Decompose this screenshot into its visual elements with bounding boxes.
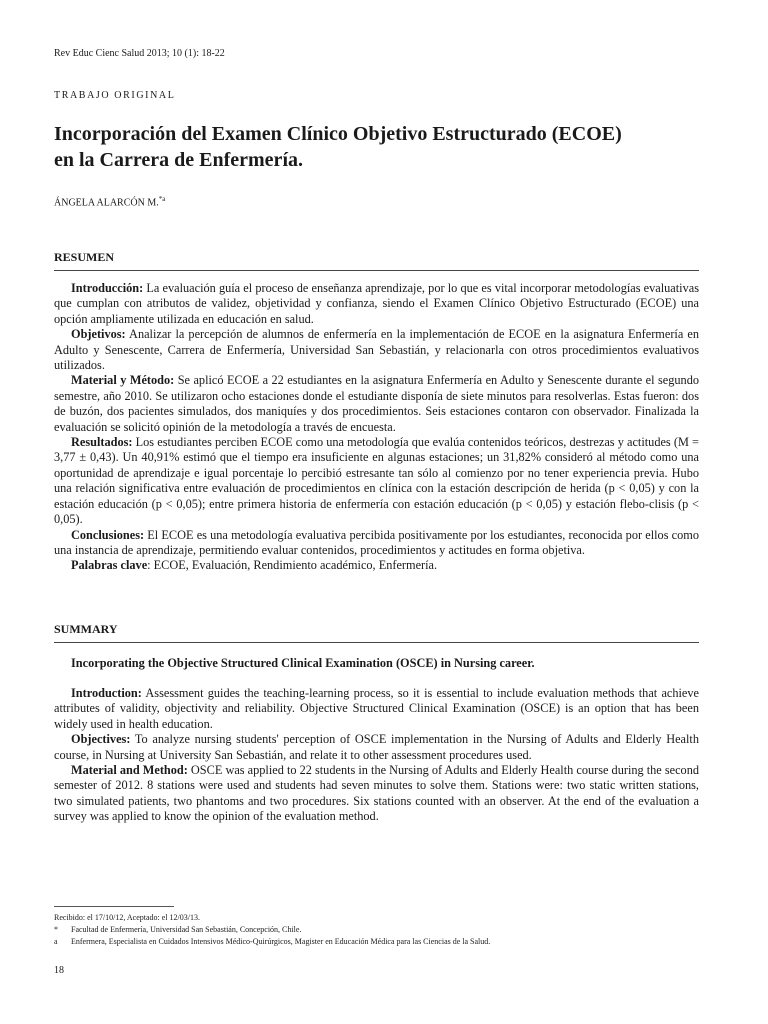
resumen-paragraph	[54, 435, 699, 527]
paragraph-text: Se aplicó ECOE a 22 estudiantes en la asignatura Enfermería en Adulto y Senescente durante el segundo semestre, año 2010. Se utilizaron ocho estaciones donde el estudiante disponía de siete minutos para resolverlas. Estas fueron: dos de buzón, dos pacientes simulados, dos maniquíes y dos procedimientos. Seis estaciones contaron con observador. Finalizada la evaluación se solicitó opinión de la metodología a través de encuesta.	[54, 373, 699, 434]
article-page	[54, 0, 699, 1024]
paragraph-label: Palabras clave	[71, 558, 148, 573]
title-line-2: en la Carrera de Enfermería.	[54, 149, 303, 171]
footnote-affiliation	[54, 924, 699, 936]
paragraph-text: : ECOE, Evaluación, Rendimiento académico, Enfermería.	[147, 558, 438, 573]
paragraph-label: Resultados:	[71, 435, 133, 450]
paragraph-text: Los estudiantes perciben ECOE como una metodología que evalúa contenidos teóricos, destrezas y actitudes (M = 3,77 ± 0,43). Un 40,91% estimó que el tiempo era insuficiente en algunas estaciones; un 31,82% consideró al método como una oportunidad de aprendizaje e igual porcentaje lo percibió estresante tan sólo al comienzo por no tener experiencia previa. Hubo una relación significativa entre evaluación de procedimientos en clínica con la estación descripción de herida (p < 0,05) y con la estación educación (p < 0,05); entre primera historia de enfermería con estación educación (p < 0,05) y estación flebo-clisis (p < 0,05).	[54, 435, 699, 527]
summary-paragraph	[54, 763, 699, 825]
resumen-paragraph	[54, 373, 699, 435]
article-category: TRABAJO ORIGINAL	[54, 90, 176, 101]
summary-body	[54, 686, 699, 825]
resumen-paragraph	[54, 528, 699, 559]
english-title: Incorporating the Objective Structured Clinical Examination (OSCE) in Nursing career.	[71, 656, 535, 670]
footnote-text: Facultad de Enfermería, Universidad San Sebastián, Concepción, Chile.	[71, 925, 302, 934]
title-line-1: Incorporación del Examen Clínico Objetivo Estructurado (ECOE)	[54, 123, 622, 145]
footnote-text: Recibido: el 17/10/12, Aceptado: el 12/03/13.	[54, 913, 200, 922]
summary-paragraph	[54, 732, 699, 763]
summary-paragraph	[54, 686, 699, 732]
paragraph-label: Material y Método:	[71, 373, 175, 388]
paragraph-label: Objectives:	[71, 732, 131, 747]
author-name: ÁNGELA ALARCÓN M.	[54, 197, 159, 209]
footnote-mark: *	[54, 925, 58, 934]
author-line	[54, 195, 165, 208]
footnote-mark: a	[54, 937, 58, 946]
paragraph-label: Objetivos:	[71, 327, 126, 342]
paragraph-label: Material and Method:	[71, 763, 188, 778]
resumen-paragraph	[54, 281, 699, 327]
summary-heading: SUMMARY	[54, 622, 699, 643]
footnote-credentials	[54, 936, 699, 948]
paragraph-text: Assessment guides the teaching-learning process, so it is essential to include evaluation methods that achieve attributes of validity, objectivity and reliability. Objective Structured Clinical Examination (OSCE) is an option that has been widely used in health education.	[54, 686, 699, 731]
author-affiliation-marks: *a	[158, 195, 166, 203]
footnote-text: Enfermera, Especialista en Cuidados Intensivos Médico-Quirúrgicos, Magister en Educación Médica para las Ciencias de la Salud.	[71, 937, 491, 946]
paragraph-text: To analyze nursing students' perception of OSCE implementation in the Nursing of Adults and Elderly Health course, in Nursing at University San Sebastián, and relate it to other assessment procedures used.	[54, 732, 699, 762]
paragraph-label: Introducción:	[71, 281, 144, 295]
paragraph-label: Conclusiones:	[71, 527, 145, 542]
paragraph-text: Analizar la percepción de alumnos de enfermería en la implementación de ECOE en la asignatura Enfermería en Adulto y Senescente, Carrera de Enfermería, Universidad San Sebastián, y relacionarla con otros procedimientos evaluativos utilizados.	[54, 327, 699, 373]
paragraph-label: Introduction:	[71, 686, 142, 700]
article-title	[54, 121, 699, 173]
page-number: 18	[54, 965, 64, 976]
resumen-heading: RESUMEN	[54, 250, 699, 271]
resumen-body	[54, 281, 699, 574]
resumen-keywords	[54, 558, 699, 573]
footnote-received	[54, 912, 699, 924]
footnote-divider	[54, 906, 174, 907]
journal-citation: Rev Educ Cienc Salud 2013; 10 (1): 18-22	[54, 48, 225, 59]
resumen-paragraph	[54, 327, 699, 373]
paragraph-text: OSCE was applied to 22 students in the Nursing of Adults and Elderly Health course during the second semester of 2012. 8 stations were used and students had seven minutes to solve them. Stations were: two static written stations, two simulated patients, two phantoms and two procedures. Six stations counted with an observer. At the end of the evaluation a survey was applied to know the opinion of the evaluation method.	[54, 763, 700, 824]
paragraph-text: El ECOE es una metodología evaluativa percibida positivamente por los estudiantes, reconocida por ellos como una instancia de aprendizaje, permitiendo evaluar contenidos, procedimientos y actitudes en forma objetiva.	[54, 527, 699, 557]
footnotes	[54, 912, 699, 948]
paragraph-text: La evaluación guía el proceso de enseñanza aprendizaje, por lo que es vital incorporar metodologías evaluativas que cumplan con atributos de validez, objetividad y confianza, siendo el Examen Clínico Objetivo Estructurado (ECOE) una opción ampliamente utilizada en educación en salud.	[54, 281, 699, 326]
